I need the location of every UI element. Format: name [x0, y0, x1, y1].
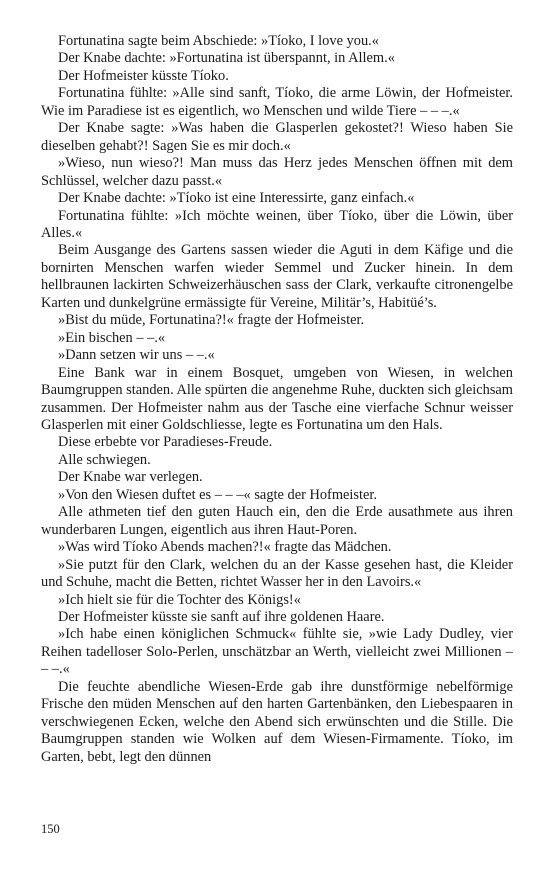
- paragraph: Der Knabe dachte: »Tíoko ist eine Interessirte, ganz einfach.«: [58, 190, 415, 207]
- paragraph: Beim Ausgange des Gartens sassen wieder die Aguti in dem Käfige und die bornirten Menschen warfen wieder Semmel und Zucker hinein. In dem hellbraunen lackirten Schweizerhäuschen sass der Clark, verkaufte citronengelbe Karten und dunkelgrüne ermässigte für Vereine, Militär’s, Habitüé’s.: [41, 242, 513, 311]
- paragraph: »Wieso, nun wieso?! Man muss das Herz jedes Menschen öffnen mit dem Schlüssel, welcher dazu passt.«: [41, 155, 513, 189]
- paragraph: »Dann setzen wir uns – –.«: [58, 347, 215, 364]
- paragraph: Fortunatina fühlte: »Alle sind sanft, Tíoko, die arme Löwin, der Hofmeister. Wie im Paradiese ist es eigentlich, wo Menschen und wilde Tiere – – –.«: [41, 85, 513, 119]
- paragraph: Der Knabe sagte: »Was haben die Glasperlen gekostet?! Wieso haben Sie dieselben gehabt?! Sagen Sie es mir doch.«: [41, 120, 513, 154]
- paragraph: Alle schwiegen.: [58, 451, 151, 468]
- paragraph: Der Knabe war verlegen.: [58, 469, 203, 486]
- paragraph: Eine Bank war in einem Bosquet, umgeben von Wiesen, in welchen Baumgruppen standen. Alle spürten die angenehme Ruhe, duckten sich gleichsam zusammen. Der Hofmeister nahm aus der Tasche eine vierfache Schnur weisser Glasperlen mit einer Goldschliesse, legte es Fortunatina um den Hals.: [41, 364, 513, 433]
- paragraph: Die feuchte abendliche Wiesen-Erde gab ihre dunstförmige nebelförmige Frische den müden Menschen auf den harten Gartenbänken, den Liebespaaren in verschwiegenen Ecken, welche den Abend sich erwünschten und die Stille. Die Baumgruppen standen wie Wolken auf dem Wiesen-Firmamente. Tíoko, im Garten, bebt, legt den dünnen: [41, 678, 513, 765]
- paragraph: Diese erbebte vor Paradieses-Freude.: [58, 434, 273, 451]
- paragraph: »Sie putzt für den Clark, welchen du an der Kasse gesehen hast, die Kleider und Schuhe, macht die Betten, richtet Wasser her in den Lavoirs.«: [41, 556, 513, 591]
- paragraph: Der Knabe dachte: »Fortunatina ist überspannt, in Allem.«: [58, 50, 395, 67]
- paragraph: »Bist du müde, Fortunatina?!« fragte der Hofmeister.: [58, 312, 365, 329]
- paragraph: Fortunatina fühlte: »Ich möchte weinen, über Tíoko, über die Löwin, über Alles.«: [41, 207, 513, 241]
- paragraph: »Ich hielt sie für die Tochter des Königs!«: [58, 591, 301, 608]
- paragraph: Der Hofmeister küsste Tíoko.: [58, 67, 229, 84]
- paragraph: »Ein bischen – –.«: [58, 329, 166, 346]
- paragraph: Der Hofmeister küsste sie sanft auf ihre goldenen Haare.: [58, 608, 385, 625]
- paragraph: Alle athmeten tief den guten Hauch ein, den die Erde ausathmete aus ihren wunderbaren Lungen, eigentlich aus ihren Haut-Poren.: [41, 504, 513, 538]
- book-page-text: [41, 33, 513, 766]
- paragraph: Fortunatina sagte beim Abschiede: »Tíoko, I love you.«: [58, 33, 379, 49]
- page-number: 150: [41, 822, 60, 836]
- paragraph: »Von den Wiesen duftet es – – –« sagte der Hofmeister.: [58, 486, 378, 503]
- paragraph: »Was wird Tíoko Abends machen?!« fragte das Mädchen.: [58, 539, 392, 556]
- paragraph: »Ich habe einen königlichen Schmuck« fühlte sie, »wie Lady Dudley, vier Reihen tadelloser Solo-Perlen, unschätzbar an Werth, vielleicht zwei Millionen – – –.«: [41, 626, 513, 678]
